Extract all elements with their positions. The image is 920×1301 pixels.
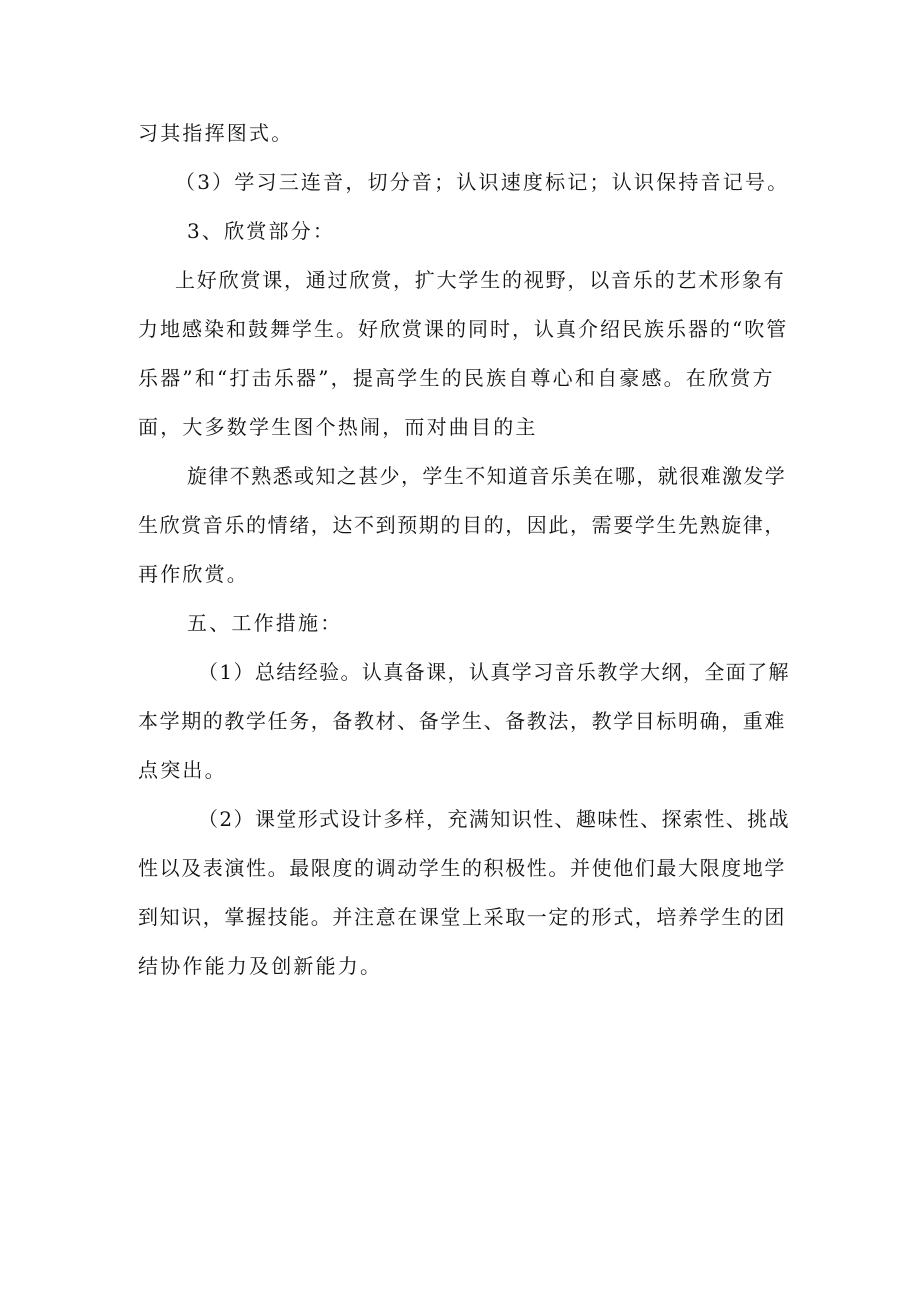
text-line: （2）课堂形式设计多样，充满知识性、趣味性、探索性、挑战 [198,807,790,831]
text-line: 结协作能力及创新能力。 [138,954,383,978]
text-line: 本学期的教学任务，备教材、备学生、备教法，教学目标明确，重难 [138,709,786,733]
text-line: 力地感染和鼓舞学生。好欣赏课的同时，认真介绍民族乐器的“吹管 [138,317,789,341]
text-line: 上好欣赏课，通过欣赏，扩大学生的视野，以音乐的艺术形象有 [175,268,786,292]
text-line: 面，大多数学生图个热闹，而对曲目的主 [138,415,538,439]
section-heading: 五、工作措施： [187,611,343,635]
text-line: （1）总结经验。认真备课，认真学习音乐教学大纲，全面了解 [198,660,790,684]
section-heading: 3、欣赏部分： [187,219,336,243]
text-line: 性以及表演性。最限度的调动学生的积极性。并使他们最大限度地学 [138,856,786,880]
text-line: 点突出。 [138,758,227,782]
text-line: 生欣赏音乐的情绪，达不到预期的目的，因此，需要学生先熟旋律， [138,513,786,537]
text-line: 再作欣赏。 [138,562,249,586]
text-line: （3）学习三连音，切分音；认识速度标记；认识保持音记号。 [175,170,790,194]
text-line: 旋律不熟悉或知之甚少，学生不知道音乐美在哪，就很难激发学 [187,464,787,488]
text-line: 乐器”和“打击乐器”，提高学生的民族自尊心和自豪感。在欣赏方 [138,366,775,390]
text-line: 到知识，掌握技能。并注意在课堂上采取一定的形式，培养学生的团 [138,905,786,929]
text-line: 习其指挥图式。 [138,121,294,145]
